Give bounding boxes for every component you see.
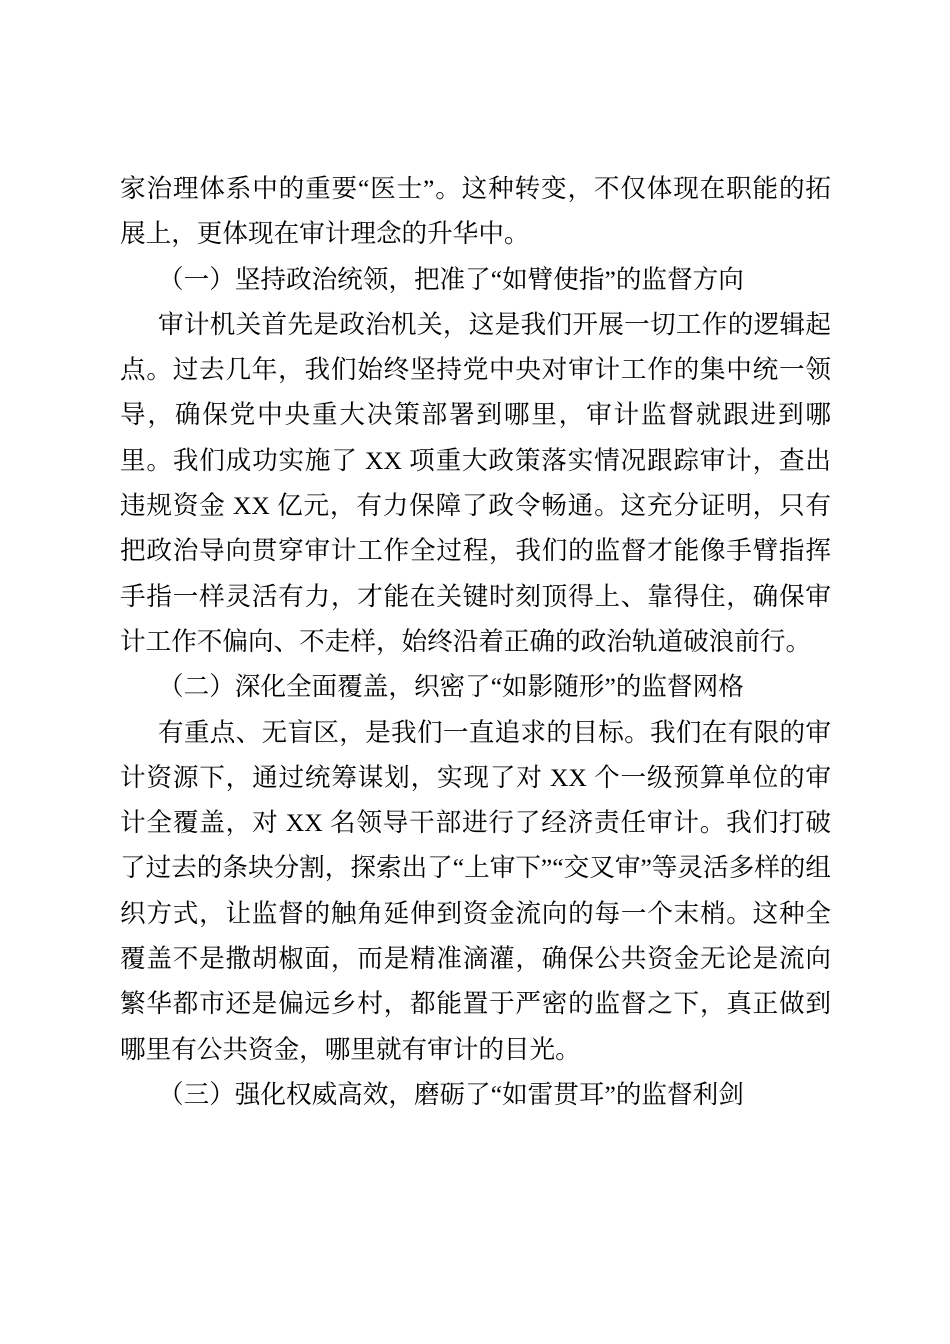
- section-heading-1: （一）坚持政治统领，把准了“如臂使指”的监督方向: [158, 264, 744, 294]
- paragraph-continuation: 家治理体系中的重要“医士”。这种转变，不仅体现在职能的拓展上，更体现在审计理念的升华中。: [120, 174, 831, 249]
- section-1-paragraph: 审计机关首先是政治机关，这是我们开展一切工作的逻辑起点。过去几年，我们始终坚持党中央对审计工作的集中统一领导，确保党中央重大决策部署到哪里，审计监督就跟进到哪里。我们成功实施了 XX 项重大政策落实情况跟踪审计，查出违规资金 XX 亿元，有力保障了政令畅通。这充分证明，只有把政治导向贯穿审计工作全过程，我们的监督才能像手臂指挥手指一样灵活有力，才能在关键时刻顶得上、靠得住，确保审计工作不偏向、不走样，始终沿着正确的政治轨道破浪前行。: [120, 309, 831, 656]
- document-text-block: [120, 166, 831, 1117]
- section-2-paragraph: 有重点、无盲区，是我们一直追求的目标。我们在有限的审计资源下，通过统筹谋划，实现了对 XX 个一级预算单位的审计全覆盖，对 XX 名领导干部进行了经济责任审计。我们打破了过去的条块分割，探索出了“上审下”“交叉审”等灵活多样的组织方式，让监督的触角延伸到资金流向的每一个末梢。这种全覆盖不是撒胡椒面，而是精准滴灌，确保公共资金无论是流向繁华都市还是偏远乡村，都能置于严密的监督之下，真正做到哪里有公共资金，哪里就有审计的目光。: [120, 717, 831, 1064]
- section-heading-3: （三）强化权威高效，磨砺了“如雷贯耳”的监督利剑: [158, 1079, 744, 1109]
- section-heading-2: （二）深化全面覆盖，织密了“如影随形”的监督网格: [158, 672, 744, 702]
